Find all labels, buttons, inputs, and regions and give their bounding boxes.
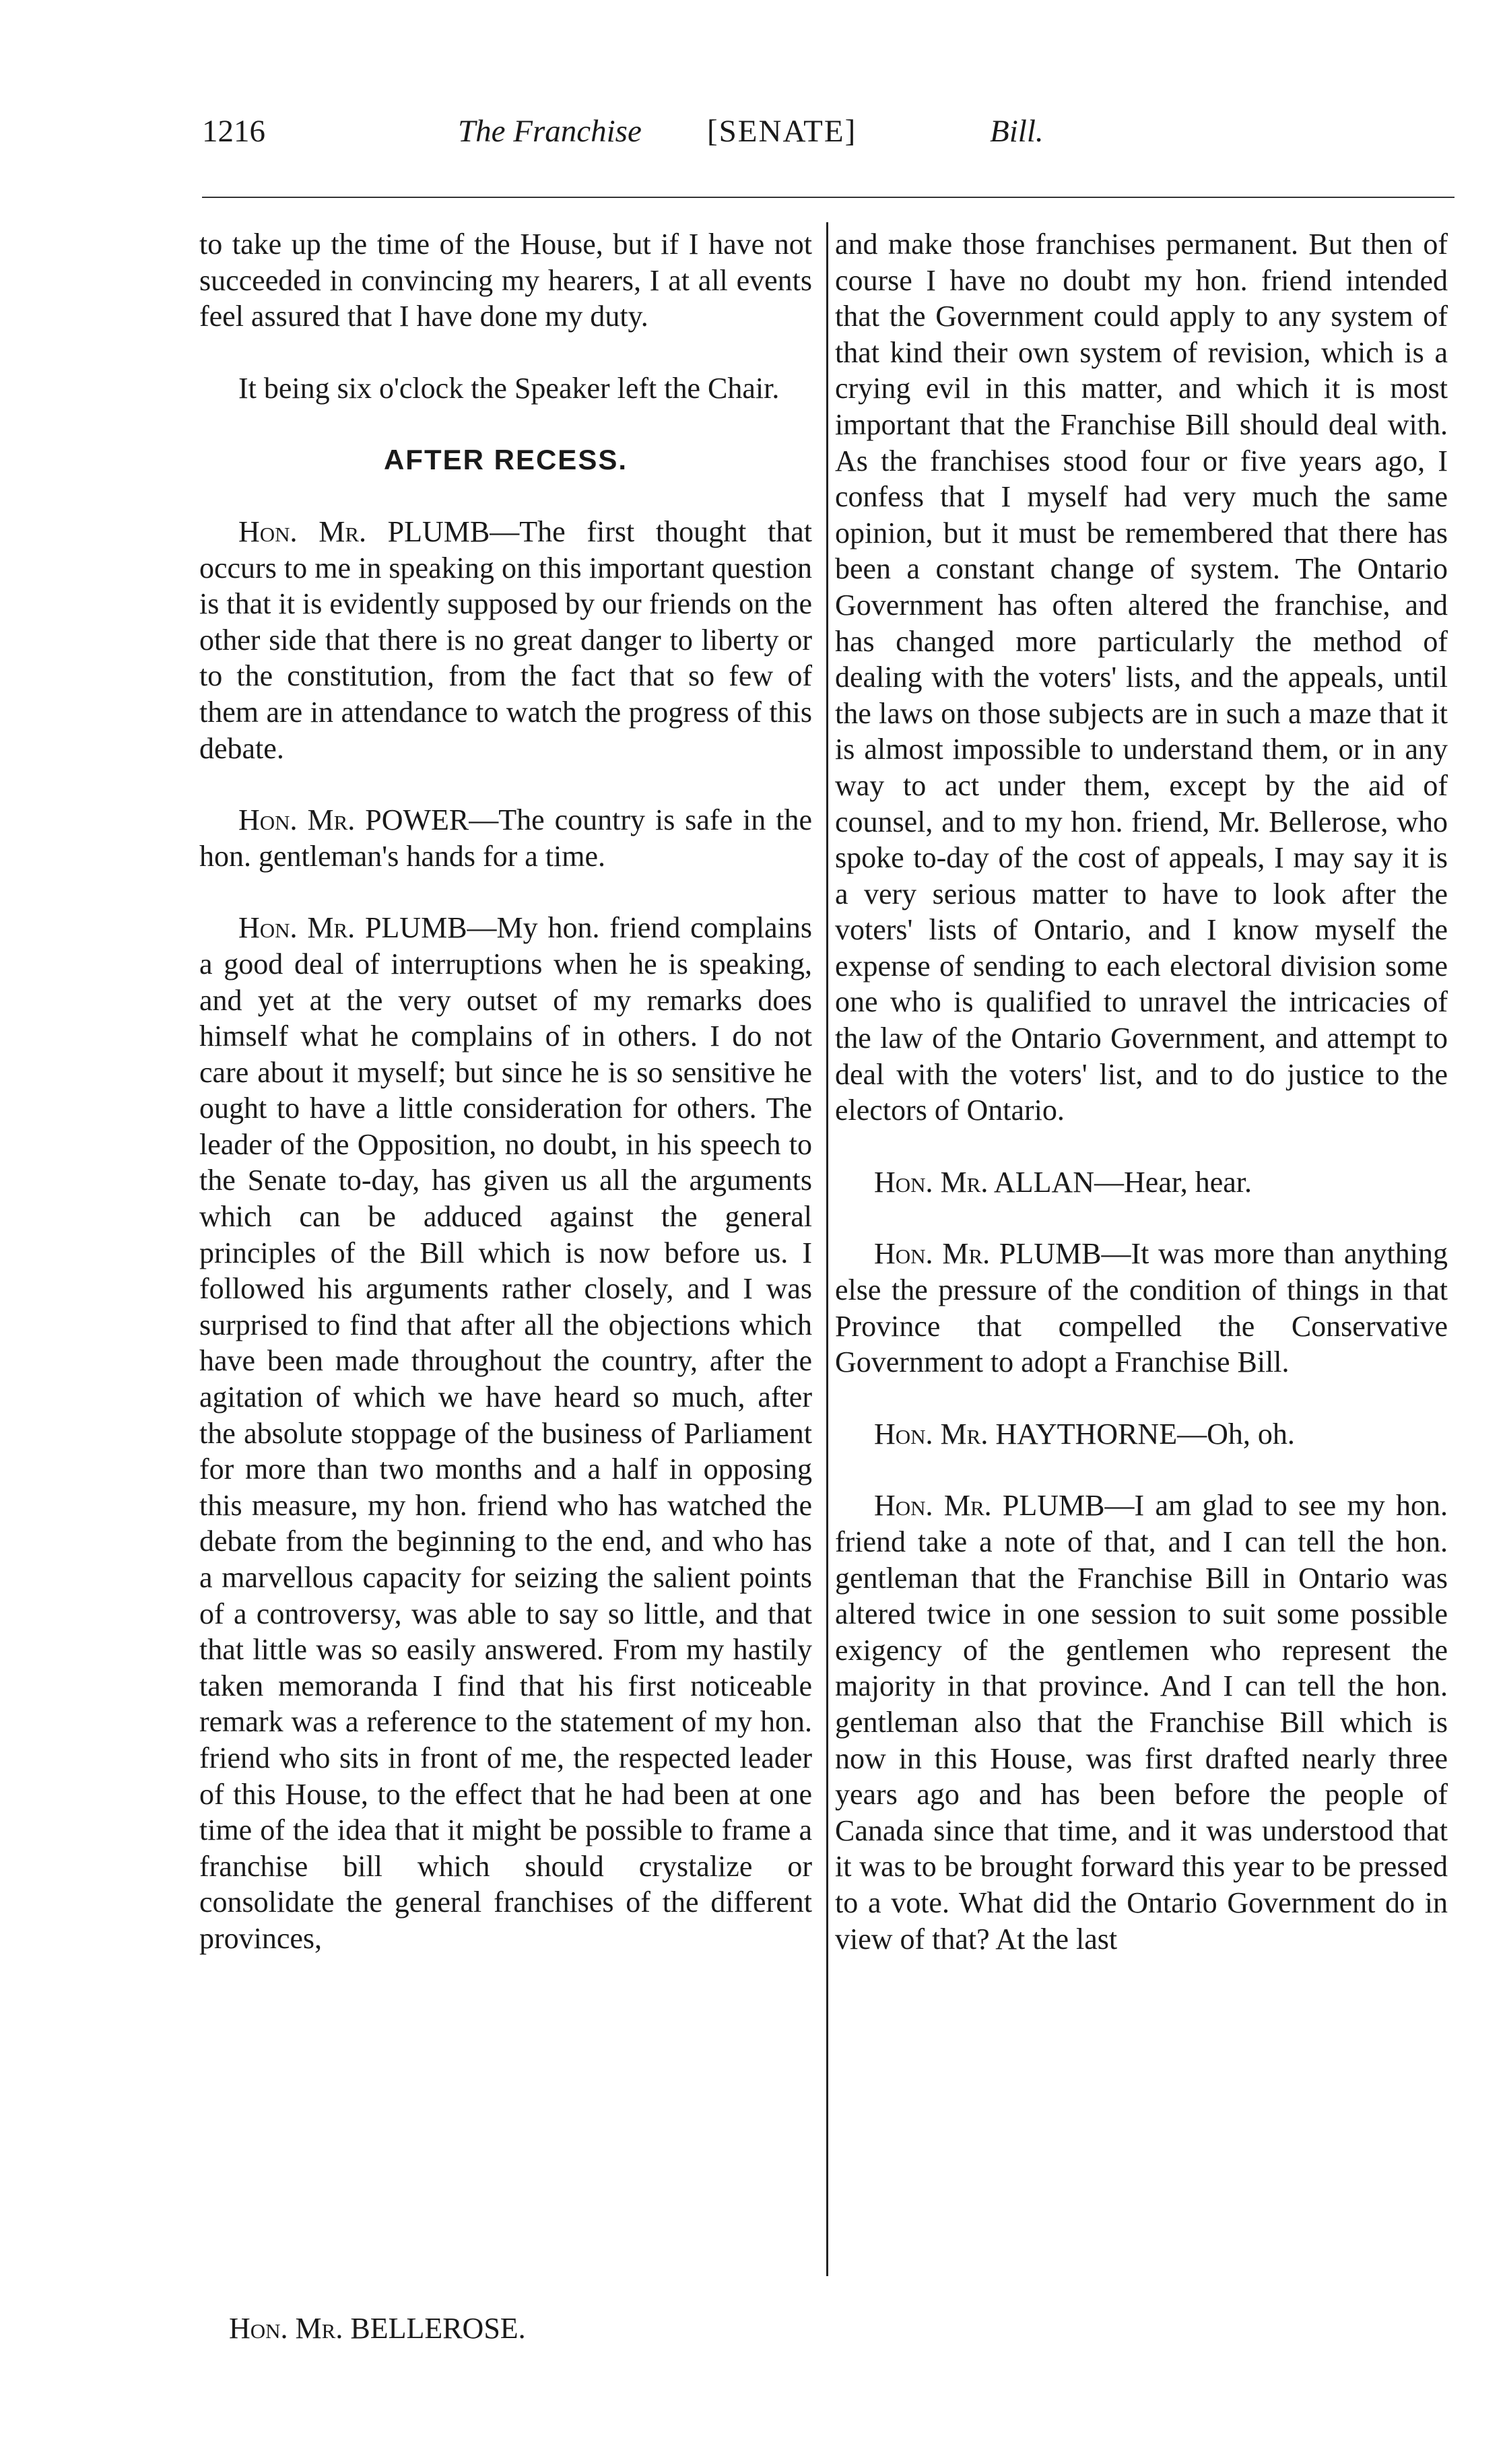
- column-divider: [826, 222, 828, 2276]
- speaker-name: Hon. Mr. ALLAN: [874, 1165, 1095, 1199]
- running-title: The Franchise: [458, 114, 642, 149]
- speech-text: —The first thought that occurs to me in speaking on this important question is that it is evidently supposed by our friends on the other side that there is no great danger to liberty or to the constitution, from the fact that so few of them are in attendance to watch the progress of this debate.: [199, 514, 812, 765]
- speaker-name: Hon. Mr. PLUMB: [874, 1489, 1105, 1523]
- speech-text: —Oh, oh.: [1177, 1417, 1295, 1451]
- speech-paragraph: [835, 1164, 1448, 1201]
- speech-text: —Hear, hear.: [1094, 1165, 1252, 1199]
- speaker-name: Hon. Mr. POWER: [238, 803, 469, 837]
- speech-paragraph: [835, 1416, 1448, 1453]
- running-title-end: Bill.: [990, 114, 1044, 149]
- speaker-name: Hon. Mr. PLUMB: [238, 514, 490, 548]
- speaker-name: Hon. Mr. HAYTHORNE: [874, 1417, 1178, 1451]
- catchword: Hon. Mr. BELLEROSE.: [229, 2312, 526, 2345]
- left-column: [199, 226, 812, 1957]
- running-chamber: [SENATE]: [707, 114, 857, 149]
- speech-text: —I am glad to see my hon. friend take a note of that, and I can tell the hon. gentleman that the Franchise Bill in Ontario was altered twice in one session to suit some possible exigency of the gentlemen who represent the majority in that province. And I can tell the hon. gentleman also that the Franchise Bill which is now in this House, was first drafted nearly three years ago and has been before the people of Canada since that time, and it was understood that it was to be brought forward this year to be pressed to a vote. What did the Ontario Government do in view of that? At the last: [835, 1489, 1448, 1956]
- speech-text: —My hon. friend complains a good deal of interruptions when he is speaking, and yet at the very outset of my remarks does himself what he complains of in others. I do not care about it myself; but since he is so sensitive he ought to have a little consideration for others. The leader of the Opposition, no doubt, in his speech to the Senate to-day, has given us all the arguments which can be adduced against the general principles of the Bill which is now before us. I followed his arguments rather closely, and I was surprised to find that after all the objections which have been made throughout the country, after the agitation of which we have heard so much, after the absolute stoppage of the business of Parliament for more than two months and a half in opposing this measure, my hon. friend who has watched the debate from the beginning to the end, and who has a marvellous capacity for seizing the salient points of a controversy, was able to say so little, and that that little was so easily answered. From my hastily taken memoranda I find that his first noticeable remark was a reference to the statement of my hon. friend who sits in front of me, the respected leader of this House, to the effect that he had been at one time of the idea that it might be possible to frame a franchise bill which should crystalize or consolidate the general franchises of the different provinces,: [199, 911, 812, 1955]
- section-heading: AFTER RECESS.: [383, 444, 628, 476]
- header-rule: [202, 197, 1454, 198]
- speech-text: —It was more than anything else the pressure of the condition of things in that Province that compelled the Conservative Government to adopt a Franchise Bill.: [835, 1237, 1448, 1379]
- paragraph: It being six o'clock the Speaker left the Chair.: [238, 371, 780, 405]
- running-header: [202, 113, 1454, 160]
- speech-paragraph: [199, 910, 812, 1956]
- paragraph: and make those franchises permanent. But then of course I have no doubt my hon. friend intended that the Government could apply to any system of that kind their own system of revision, which is a crying evil in this matter, and which it is most important that the Franchise Bill should deal with. As the franchises stood four or five years ago, I confess that I myself had very much the same opinion, but it must be remembered that there has been a constant change of system. The Ontario Government has often altered the franchise, and has changed more particularly the method of dealing with the voters' lists, and the appeals, until the laws on those subjects are in such a maze that it is almost impossible to understand them, or in any way to act under them, except by the aid of counsel, and to my hon. friend, Mr. Bellerose, who spoke to-day of the cost of appeals, I may say it is a very serious matter to have to look after the voters' lists of Ontario, and I know myself the expense of sending to each electoral division some one who is qualified to unravel the intricacies of the law of the Ontario Government, and attempt to deal with the voters' list, and to do justice to the electors of Ontario.: [835, 228, 1448, 1127]
- speech-paragraph: [835, 1236, 1448, 1380]
- speech-paragraph: [835, 1488, 1448, 1957]
- paragraph: to take up the time of the House, but if I have not succeeded in convincing my hearers, I at all events feel assured that I have done my duty.: [199, 228, 812, 333]
- speech-paragraph: [199, 514, 812, 766]
- speech-paragraph: [199, 802, 812, 874]
- speaker-name: Hon. Mr. PLUMB: [874, 1237, 1102, 1271]
- page-number: 1216: [202, 114, 265, 149]
- speaker-name: Hon. Mr. PLUMB: [238, 911, 467, 945]
- right-column: [835, 226, 1448, 1957]
- speech-text: —The country is safe in the hon. gentleman's hands for a time.: [199, 803, 812, 873]
